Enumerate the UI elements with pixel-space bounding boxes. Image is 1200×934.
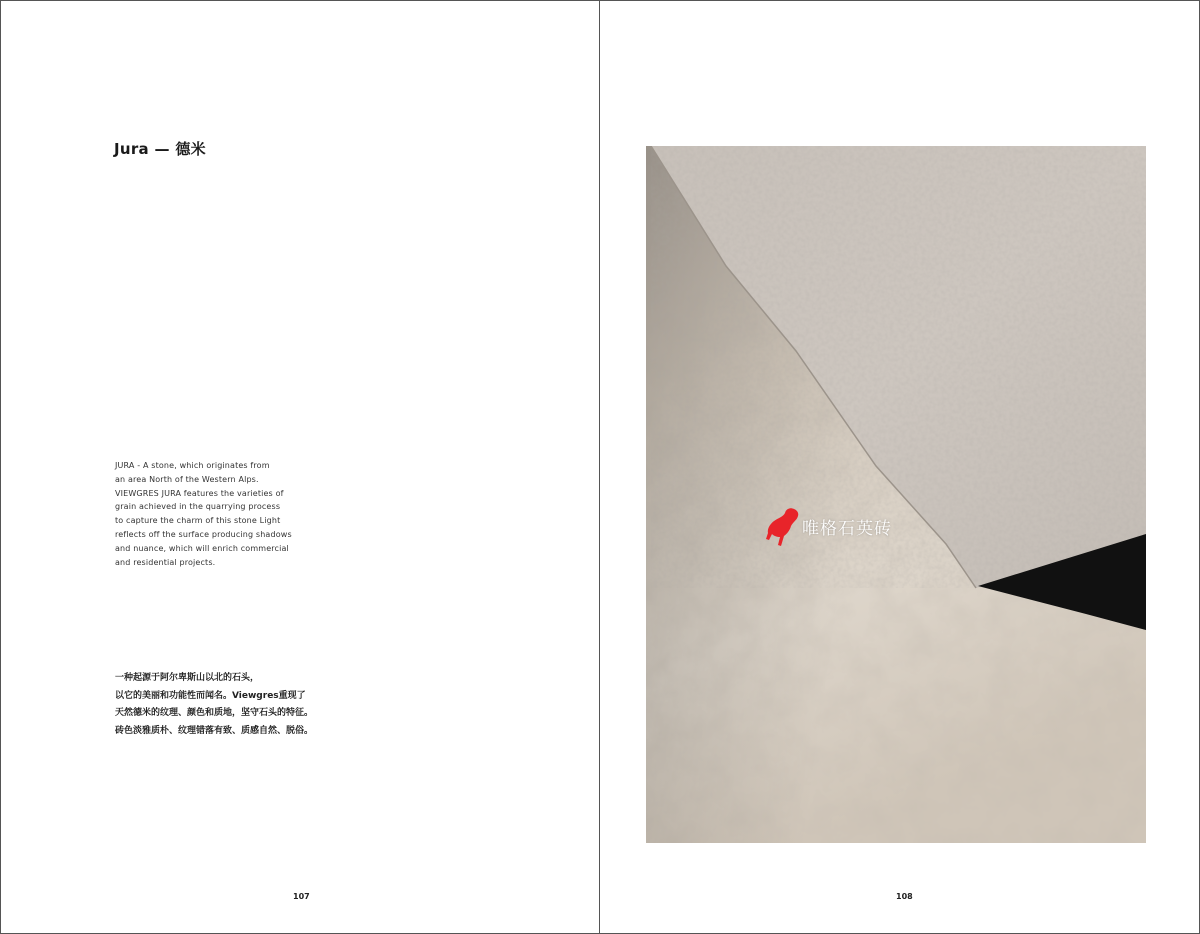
horse-icon [764,505,800,547]
page-number-left: 107 [293,892,310,901]
english-line: grain achieved in the quarrying process [115,502,281,512]
chinese-line: 一种起源于阿尔卑斯山以北的石头， [115,673,260,683]
chinese-line: 以它的美丽和功能性而闻名。Viewgres重现了 [115,690,306,701]
english-line: and residential projects. [115,557,216,567]
english-line: to capture the charm of this stone Light [115,516,281,526]
stone-photo [646,146,1146,843]
english-line: VIEWGRES JURA features the varieties of [115,488,284,498]
brand-watermark [764,503,892,549]
watermark-text: 唯格石英砖 [802,518,892,539]
page-number-right: 108 [896,892,913,901]
english-line: JURA - A stone, which originates from [115,461,270,470]
english-description [115,459,305,569]
right-page [600,0,1200,934]
english-line: reflects off the surface producing shadows [115,529,292,539]
chinese-line: 砖色淡雅质朴、纹理错落有致、质感自然、脱俗。 [115,725,314,736]
english-line: and nuance, which will enrich commercial [115,543,289,553]
chinese-description [115,670,345,740]
english-line: an area North of the Western Alps. [115,474,259,484]
page-title: Jura — 德米 [114,140,206,158]
chinese-line: 天然德米的纹理、颜色和质地，坚守石头的特征。 [115,708,314,718]
left-page [0,0,599,934]
